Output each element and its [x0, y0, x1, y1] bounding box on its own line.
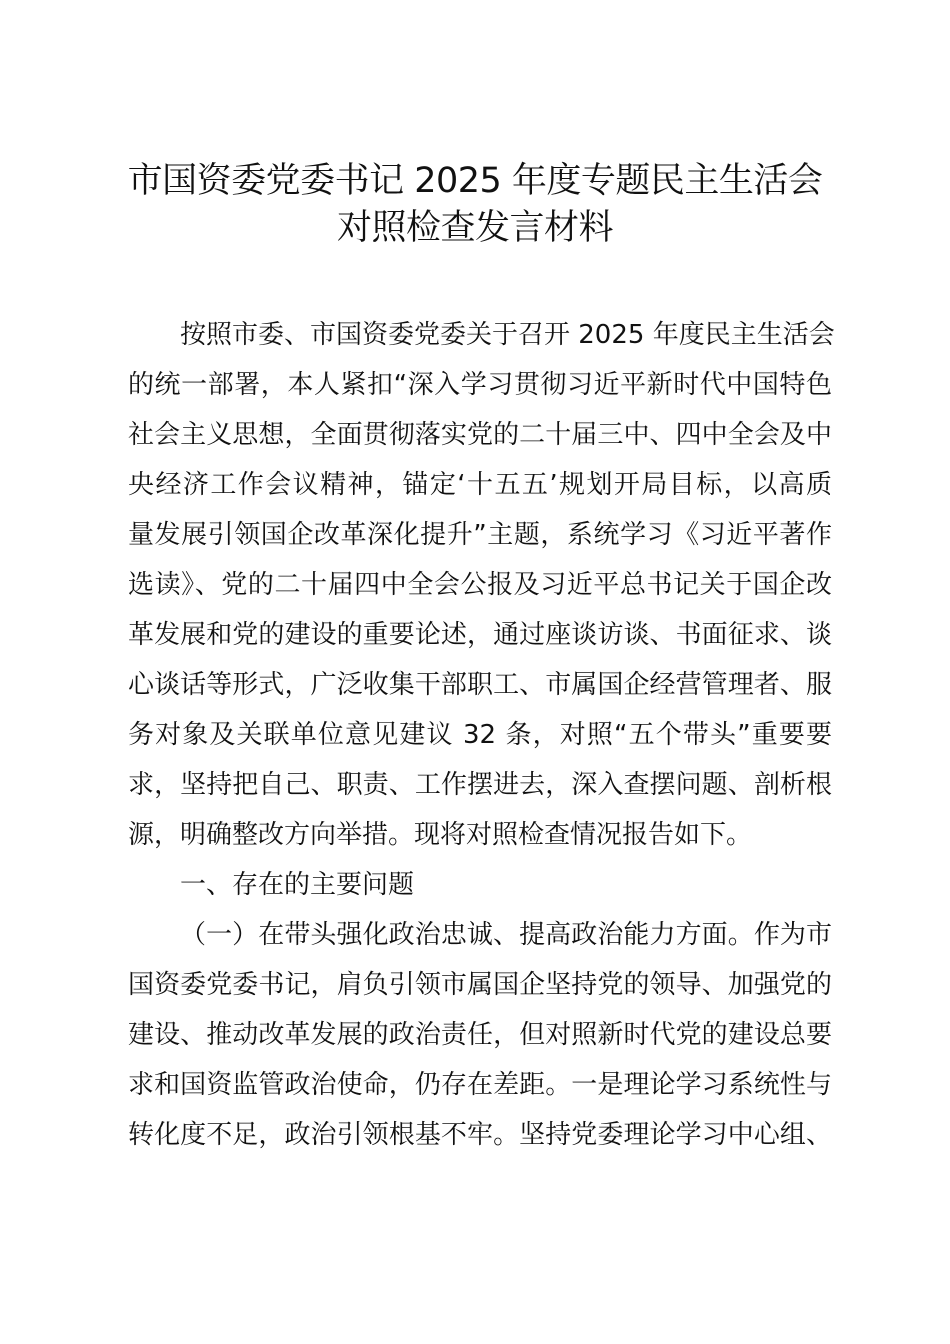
- section-heading-text: 一、存在的主要问题: [180, 870, 415, 900]
- text-line: 央经济工作会议精神，锚定‘十五五’规划开局目标，以高质: [128, 470, 832, 500]
- document-body: [128, 310, 835, 1160]
- text-line: 务对象及关联单位意见建议 32 条，对照“五个带头”重要要: [128, 720, 832, 750]
- title-line-2: 对照检查发言材料: [336, 208, 613, 248]
- text-line: 源，明确整改方向举措。现将对照检查情况报告如下。: [128, 820, 753, 850]
- paragraph-section-1-1: [128, 910, 832, 1160]
- text-line: 的统一部署，本人紧扣“深入学习贯彻习近平新时代中国特色: [128, 370, 832, 400]
- text-line: （一）在带头强化政治忠诚、提高政治能力方面。作为市: [180, 920, 832, 950]
- text-line: 革发展和党的建设的重要论述，通过座谈访谈、书面征求、谈: [128, 620, 832, 650]
- text-line: 选读》、党的二十届四中全会公报及习近平总书记关于国企改: [128, 570, 832, 600]
- text-line: 社会主义思想，全面贯彻落实党的二十届三中、四中全会及中: [128, 420, 832, 450]
- text-line: 建设、推动改革发展的政治责任，但对照新时代党的建设总要: [128, 1020, 832, 1050]
- text-line: 国资委党委书记，肩负引领市属国企坚持党的领导、加强党的: [128, 970, 832, 1000]
- text-line: 按照市委、市国资委党委关于召开 2025 年度民主生活会: [180, 320, 835, 350]
- text-line: 心谈话等形式，广泛收集干部职工、市属国企经营管理者、服: [128, 670, 832, 700]
- section-heading: [128, 860, 832, 910]
- text-line: 求和国资监管政治使命，仍存在差距。一是理论学习系统性与: [128, 1070, 832, 1100]
- paragraph-intro: [128, 310, 835, 860]
- text-line: 转化度不足，政治引领根基不牢。坚持党委理论学习中心组、: [128, 1120, 832, 1150]
- text-line: 求，坚持把自己、职责、工作摆进去，深入查摆问题、剖析根: [128, 770, 832, 800]
- document-title: [100, 158, 850, 252]
- text-line: 量发展引领国企改革深化提升”主题，系统学习《习近平著作: [128, 520, 832, 550]
- title-line-1: 市国资委党委书记 2025 年度专题民主生活会: [127, 161, 823, 201]
